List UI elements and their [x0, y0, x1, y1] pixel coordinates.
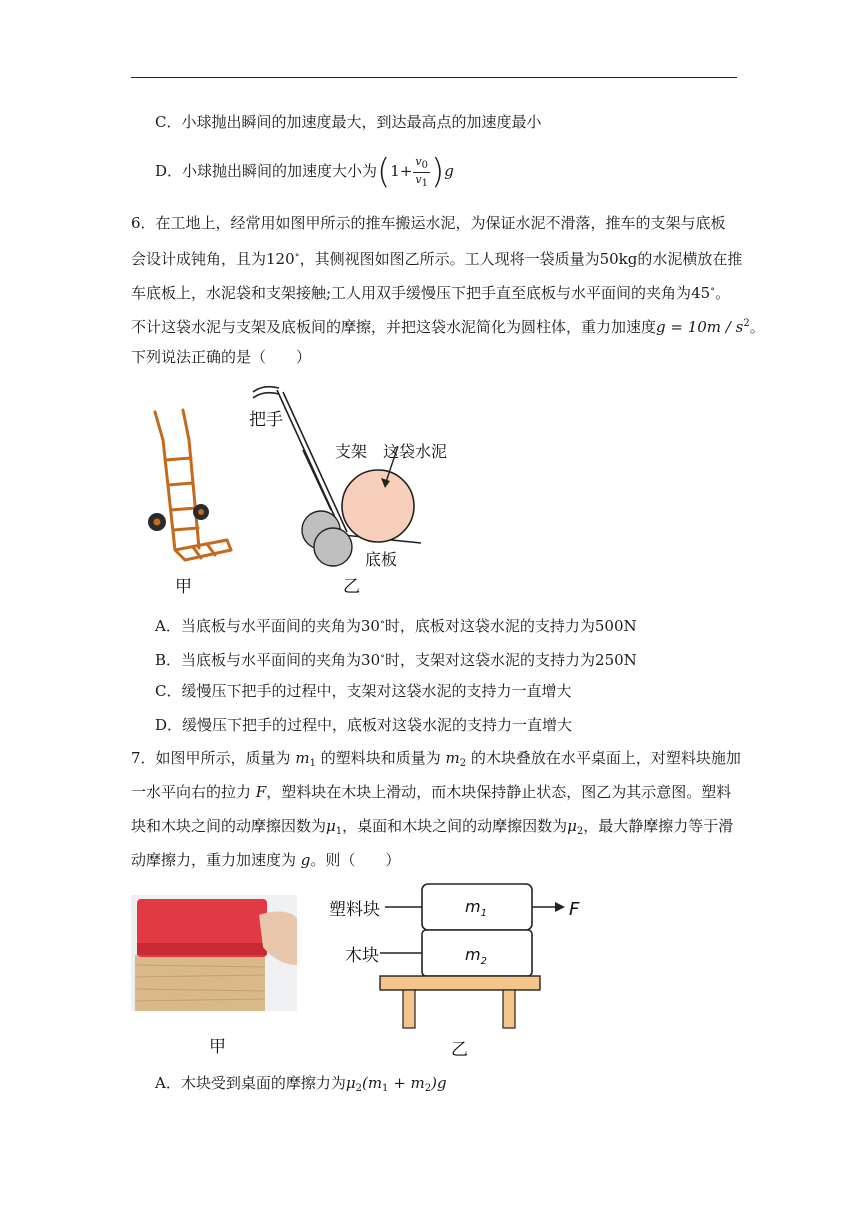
q7-stem-line4: 动摩擦力，重力加速度为 g。则（ ）: [131, 851, 401, 869]
q7-stem-line2: 一水平向右的拉力 F，塑料块在木块上滑动，而木块保持静止状态，图乙为其示意图。塑料: [131, 783, 732, 801]
q6-option-d: D．缓慢压下把手的过程中，底板对这袋水泥的支持力一直增大: [155, 716, 573, 734]
q7-figure-yi-schematic: [325, 880, 595, 1060]
q5-option-d-text: D．小球抛出瞬间的加速度大小为: [155, 162, 378, 180]
q7-stem-line3: 块和木块之间的动摩擦因数为$\mu_1$，桌面和木块之间的动摩擦因数为$\mu_2$，最大静摩擦力等于滑: [131, 817, 734, 837]
q7-figure-jia-label: 甲: [209, 1037, 226, 1057]
arrow-right-icon: [555, 902, 565, 912]
svg-text:把手: 把手: [249, 410, 283, 430]
q5-option-c: C．小球抛出瞬间的加速度最大，到达最高点的加速度最小: [155, 113, 542, 131]
q7-figure-jia-photo: [131, 895, 297, 1060]
svg-text:底板: 底板: [365, 550, 398, 569]
fraction-v0-v1: $\frac{v0}{v1}$: [415, 154, 429, 189]
q6-stem-line2: 会设计成钝角，且为120∘，其侧视图如图乙所示。工人现将一袋质量为50kg的水泥横放在推: [131, 250, 743, 268]
cement-bag-icon: [342, 470, 414, 542]
svg-text:木块: 木块: [345, 946, 379, 966]
q7-stem-line1: 7．如图甲所示，质量为 $m_1$ 的塑料块和质量为 $m_2$ 的木块叠放在水平桌面上，对塑料块施加: [131, 749, 741, 769]
q6-figure-jia-label: 甲: [175, 577, 192, 597]
q6-option-c: C．缓慢压下把手的过程中，支架对这袋水泥的支持力一直增大: [155, 682, 572, 700]
q6-figure-yi-label: 乙: [343, 577, 360, 597]
q6-figure-yi-side-view: [243, 380, 468, 600]
svg-text:m2: $m_2$: [465, 945, 487, 967]
q6-stem-line1: 6．在工地上，经常用如图甲所示的推车搬运水泥，为保证水泥不滑落，推车的支架与底板: [131, 214, 726, 232]
q6-option-a: A．当底板与水平面间的夹角为30∘时，底板对这袋水泥的支持力为500N: [155, 617, 637, 635]
svg-text:F: F: [569, 899, 580, 920]
svg-text:塑料块: 塑料块: [329, 900, 380, 920]
svg-text:支架: 支架: [335, 442, 368, 461]
q6-figure-jia-hand-truck: [135, 400, 245, 600]
wood-block-icon: [135, 955, 265, 1011]
q6-stem-line4: 不计这袋水泥与支架及底板间的摩擦，并把这袋水泥简化为圆柱体，重力加速度$g = 10m / s^2$。: [131, 318, 765, 336]
svg-text:这袋水泥: 这袋水泥: [383, 442, 448, 461]
svg-text:m1: $m_1$: [465, 897, 487, 919]
q6-option-b: B．当底板与水平面间的夹角为30∘时，支架对这袋水泥的支持力为250N: [155, 651, 637, 669]
q7-option-a: A．木块受到桌面的摩擦力为$\mu_2(m_1 + m_2)g$: [155, 1074, 447, 1094]
q5-option-d: D．小球抛出瞬间的加速度大小为(1+ $\frac{v0}{v1}$ )g: [155, 152, 454, 192]
header-rule: [131, 77, 737, 78]
q6-stem-line5: 下列说法正确的是（ ）: [131, 348, 312, 366]
q7-figure-yi-label: 乙: [451, 1040, 468, 1060]
table-top: [380, 976, 540, 990]
q6-stem-line3: 车底板上，水泥袋和支架接触;工人用双手缓慢压下把手直至底板与水平面间的夹角为45∘。: [131, 284, 731, 302]
